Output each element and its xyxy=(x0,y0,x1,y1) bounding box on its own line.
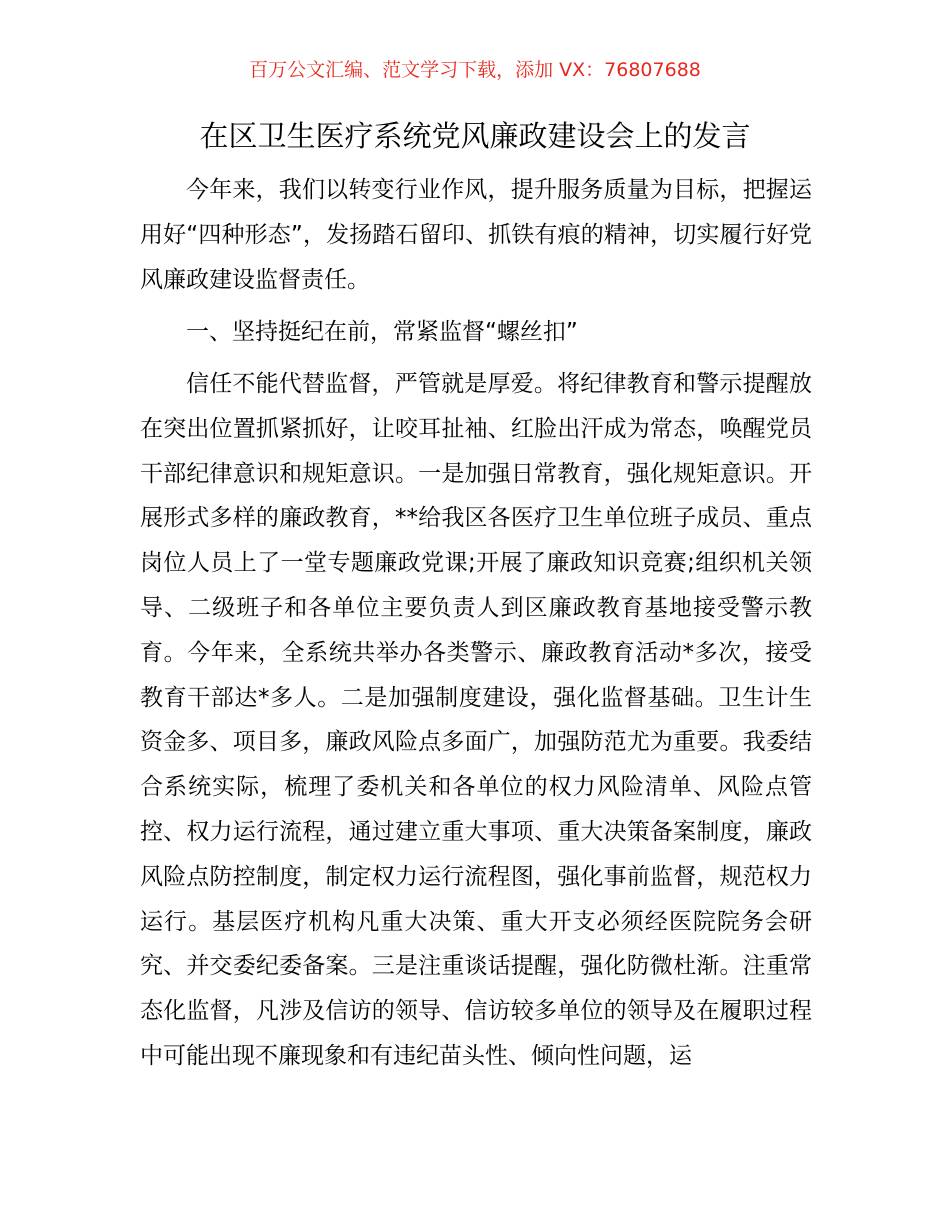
document-title: 在区卫生医疗系统党风廉政建设会上的发言 xyxy=(199,119,751,153)
document-section-heading xyxy=(140,310,812,355)
section-heading-1: 一、坚持挺纪在前，常紧监督“螺丝扣” xyxy=(186,319,578,345)
paragraph-intro: 今年来，我们以转变行业作风，提升服务质量为目标，把握运用好“四种形态”，发扬踏石留印、抓铁有痕的精神，切实履行好党风廉政建设监督责任。 xyxy=(140,177,812,293)
document-body-section-1 xyxy=(140,362,812,1079)
document-body-intro xyxy=(140,168,812,302)
watermark-banner: 百万公文汇编、范文学习下载，添加 VX：76807688 xyxy=(249,59,701,81)
paragraph-section-1: 信任不能代替监督，严管就是厚爱。将纪律教育和警示提醒放在突出位置抓紧抓好，让咬耳扯袖、红脸出汗成为常态，唤醒党员干部纪律意识和规矩意识。一是加强日常教育，强化规矩意识。开展形式多样的廉政教育，**给我区各医疗卫生单位班子成员、重点岗位人员上了一堂专题廉政党课;开展了廉政知识竞赛;组织机关领导、二级班子和各单位主要负责人到区廉政教育基地接受警示教育。今年来，全系统共举办各类警示、廉政教育活动*多次，接受教育干部达*多人。二是加强制度建设，强化监督基础。卫生计生资金多、项目多，廉政风险点多面广，加强防范尤为重要。我委结合系统实际，梳理了委机关和各单位的权力风险清单、风险点管控、权力运行流程，通过建立重大事项、重大决策备案制度，廉政风险点防控制度，制定权力运行流程图，强化事前监督，规范权力运行。基层医疗机构凡重大决策、重大开支必须经医院院务会研究、并交委纪委备案。三是注重谈话提醒，强化防微杜渐。注重常态化监督，凡涉及信访的领导、信访较多单位的领导及在履职过程中可能出现不廉现象和有违纪苗头性、倾向性问题，运 xyxy=(140,371,812,1069)
